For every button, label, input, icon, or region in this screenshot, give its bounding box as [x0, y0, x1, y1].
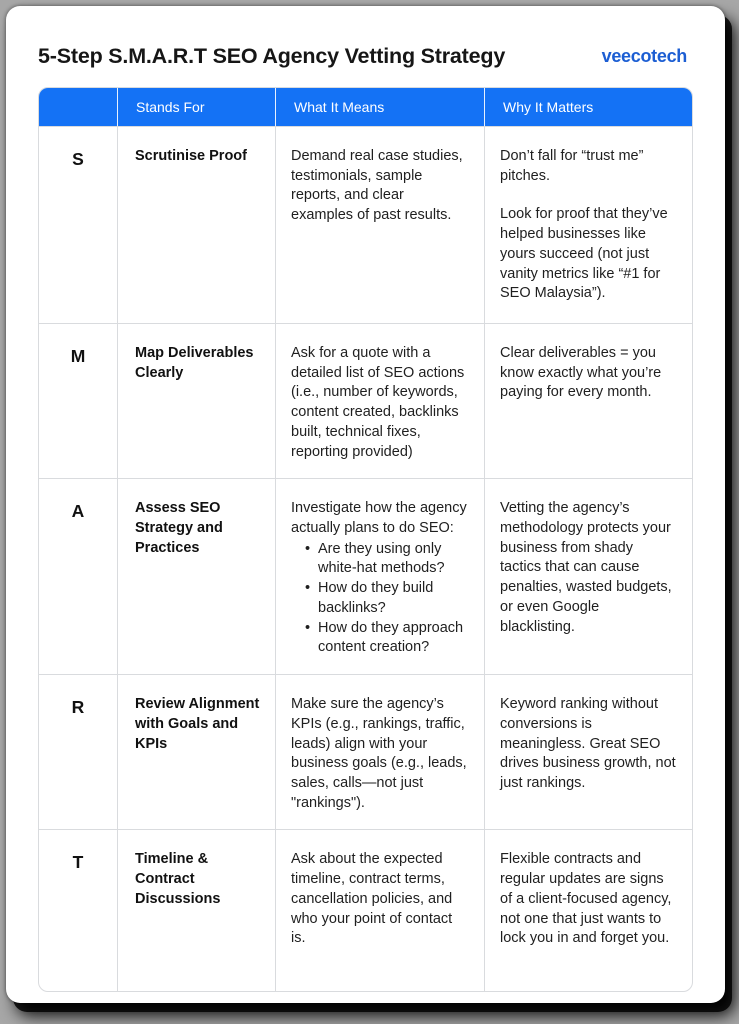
header-cell-blank	[39, 88, 117, 126]
means-cell	[275, 127, 484, 323]
means-bullet-list	[291, 540, 469, 658]
matters-paragraph: Look for proof that they’ve helped businesses like yours succeed (not just vanity metrics like “#1 for SEO Malaysia”).	[500, 206, 668, 302]
matters-cell	[484, 127, 692, 323]
stands-for-cell: Review Alignment with Goals and KPIs	[117, 675, 275, 829]
page-title: 5-Step S.M.A.R.T SEO Agency Vetting Strategy	[38, 44, 506, 68]
means-cell	[275, 830, 484, 991]
means-cell	[275, 675, 484, 829]
means-intro: Investigate how the agency actually plans to do SEO:	[291, 500, 467, 537]
matters-text: Vetting the agency’s methodology protects your business from shady tactics that can cause penalties, wasted budgets, or even Google blacklisting.	[500, 500, 672, 635]
table-row-m	[39, 323, 692, 478]
means-cell	[275, 479, 484, 674]
stands-for-cell: Timeline & Contract Discussions	[117, 830, 275, 991]
means-bullet: • How do they approach content creation?	[305, 619, 469, 658]
stands-for-cell: Scrutinise Proof	[117, 127, 275, 323]
table-row-t	[39, 829, 692, 991]
matters-cell	[484, 479, 692, 674]
letter-cell: R	[71, 697, 85, 718]
table-row-a	[39, 478, 692, 674]
matters-cell	[484, 324, 692, 478]
means-bullet: • Are they using only white-hat methods?	[305, 540, 469, 579]
letter-cell: M	[70, 346, 86, 366]
vetting-table	[38, 87, 693, 992]
table-row-r	[39, 674, 692, 829]
means-bullet: • How do they build backlinks?	[305, 579, 469, 618]
letter-cell: A	[71, 501, 85, 522]
matters-text: Flexible contracts and regular updates are signs of a client-focused agency, not one that just wants to lock you in and forget you.	[500, 851, 672, 947]
header-cell-why-it-matters: Why It Matters	[484, 88, 692, 126]
matters-cell	[484, 675, 692, 829]
matters-text: Keyword ranking without conversions is meaningless. Great SEO drives business growth, not just rankings.	[500, 696, 676, 791]
header-cell-what-it-means: What It Means	[275, 88, 484, 126]
means-text: Make sure the agency’s KPIs (e.g., rankings, traffic, leads) align with your business goals (e.g., leads, sales, calls—not just "rankings").	[291, 696, 467, 811]
infographic-card	[6, 6, 725, 1003]
stands-for-cell: Map Deliverables Clearly	[117, 324, 275, 478]
matters-paragraph: Don’t fall for “trust me” pitches.	[500, 148, 644, 184]
matters-text: Clear deliverables = you know exactly what you’re paying for every month.	[500, 345, 662, 401]
matters-cell	[484, 830, 692, 991]
stands-for-cell: Assess SEO Strategy and Practices	[117, 479, 275, 674]
letter-cell: S	[72, 149, 84, 169]
header-cell-stands-for: Stands For	[117, 88, 275, 126]
table-header-row	[39, 88, 692, 126]
masthead	[38, 44, 693, 69]
means-text: Ask for a quote with a detailed list of SEO actions (i.e., number of keywords, content created, backlinks built, technical fixes, reporting provided)	[291, 345, 465, 460]
means-text: Ask about the expected timeline, contract terms, cancellation policies, and who your point of contact is.	[291, 851, 453, 947]
means-cell	[275, 324, 484, 478]
means-text: Demand real case studies, testimonials, sample reports, and clear examples of past results.	[291, 148, 463, 224]
brand-logo: veecotech	[601, 46, 687, 66]
letter-cell: T	[72, 852, 84, 873]
table-row-s	[39, 126, 692, 323]
